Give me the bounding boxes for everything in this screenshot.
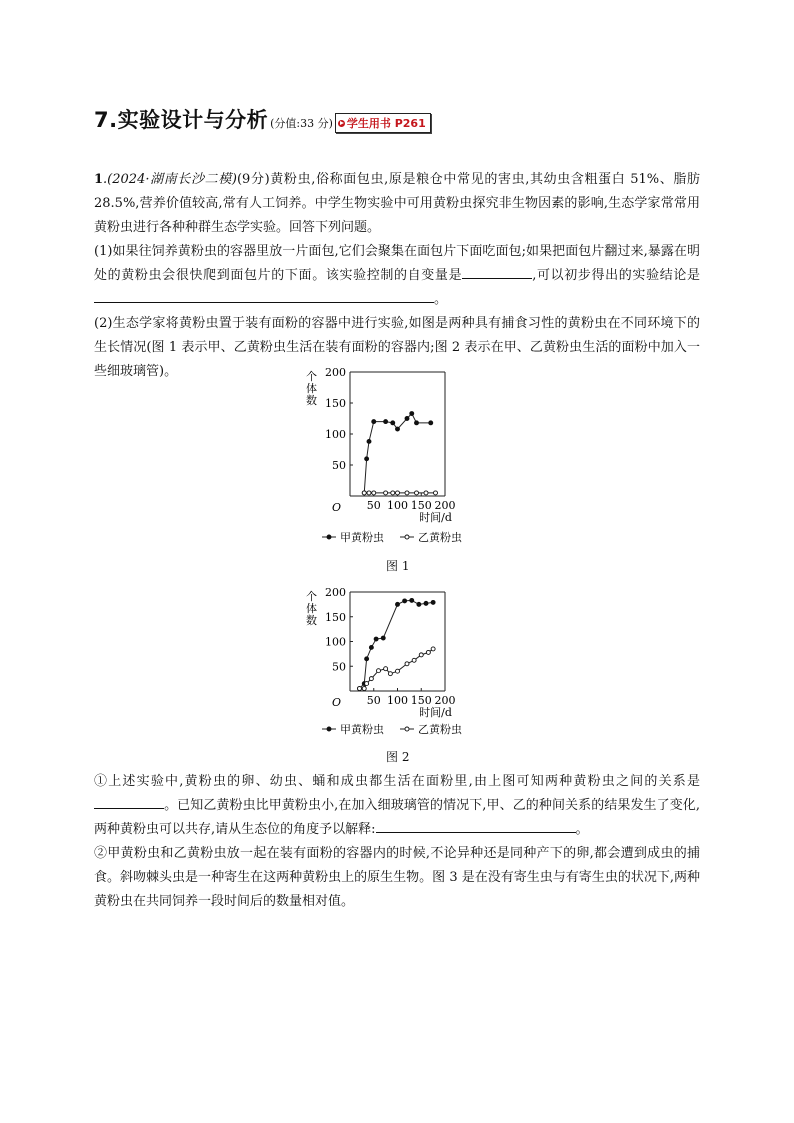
chart1-data-point bbox=[362, 491, 366, 495]
student-book-reference[interactable] bbox=[335, 113, 431, 133]
chart2-data-point bbox=[374, 637, 378, 641]
chart2-legend-marker bbox=[327, 727, 331, 731]
sub-1-text-b: 。已知乙黄粉虫比甲黄粉虫小,在加入细玻璃管的情况下,甲、乙的种间关系的结果发生了变化,两种黄粉虫可以共存,请从生态位的角度予以解释: bbox=[94, 798, 700, 837]
chart2-y-tick-label: 50 bbox=[332, 660, 346, 674]
chart1-legend-marker bbox=[327, 535, 331, 539]
chart2-y-tick-label: 200 bbox=[325, 586, 346, 599]
figure-1-chart bbox=[300, 362, 500, 552]
answer-blank-niche[interactable] bbox=[376, 818, 576, 833]
chart2-series-line-1 bbox=[360, 600, 434, 688]
chart1-data-point bbox=[429, 421, 433, 425]
chart1-legend-marker bbox=[405, 535, 409, 539]
chart2-legend-label: 甲黄粉虫 bbox=[340, 723, 384, 736]
chart1-data-point bbox=[396, 491, 400, 495]
chart1-data-point bbox=[396, 427, 400, 431]
chart2-data-point bbox=[405, 662, 409, 666]
chart2-data-point bbox=[396, 602, 400, 606]
figure-1-caption: 图 1 bbox=[386, 559, 410, 573]
chart2-data-point bbox=[381, 636, 385, 640]
chart2-data-point bbox=[377, 669, 381, 673]
chart2-data-point bbox=[426, 650, 430, 654]
chart1-series-line-1 bbox=[364, 414, 431, 493]
chart1-data-point bbox=[367, 491, 371, 495]
chart1-y-tick-label: 200 bbox=[325, 366, 346, 379]
chart2-data-point bbox=[358, 687, 362, 691]
part-1-end: 。 bbox=[434, 292, 448, 307]
chart2-data-point bbox=[362, 687, 366, 691]
chart1-data-point bbox=[384, 491, 388, 495]
chart1-data-point bbox=[384, 420, 388, 424]
chart1-data-point bbox=[410, 412, 414, 416]
part-1-text-a: (1)如果往饲养黄粉虫的容器里放一片面包,它们会聚集在面包片下面吃面包;如果把面包片翻过来,暴露在明处的黄粉虫会很快爬到面包片的下面。该实验控制的自变量是 bbox=[94, 244, 700, 283]
chart2-data-point bbox=[396, 669, 400, 673]
chart1-y-tick-label: 100 bbox=[325, 428, 346, 441]
chart2-data-point bbox=[403, 599, 407, 603]
figure-2-caption: 图 2 bbox=[386, 750, 410, 764]
chart2-x-tick-label: 100 bbox=[387, 694, 408, 707]
answer-blank-variable[interactable] bbox=[462, 264, 532, 279]
sub-1-text-a: ①上述实验中,黄粉虫的卵、幼虫、蛹和成虫都生活在面粉里,由上图可知两种黄粉虫之间的关系是 bbox=[94, 774, 700, 789]
question-number: 1 bbox=[94, 172, 104, 187]
chart1-x-tick-label: 50 bbox=[366, 499, 381, 512]
chart1-data-point bbox=[372, 491, 376, 495]
chart2-y-tick-label: 150 bbox=[325, 610, 346, 624]
chart2-x-axis-label: 时间/d bbox=[419, 706, 452, 719]
chart2-legend-marker bbox=[405, 727, 409, 731]
chart1-data-point bbox=[415, 421, 419, 425]
section-title: 7.实验设计与分析 bbox=[94, 108, 269, 132]
arrow-right-icon bbox=[338, 120, 345, 127]
chart2-data-point bbox=[384, 667, 388, 671]
chart1-y-axis-label: 个体数 bbox=[306, 370, 317, 407]
chart2-data-point bbox=[369, 645, 373, 649]
question-intro-text: (9分)黄粉虫,俗称面包虫,原是粮仓中常见的害虫,其幼虫含粗蛋白 51%、脂肪 28.5%,营养价值较高,常有人工饲养。中学生物实验中可用黄粉虫探究非生物因素的影响,生态学家常常用黄粉虫进行各种种群生态学实验。回答下列问题。 bbox=[94, 172, 700, 235]
chart2-x-tick-label: 150 bbox=[410, 694, 432, 707]
chart2-data-point bbox=[419, 653, 423, 657]
chart2-y-tick-label: 100 bbox=[325, 635, 346, 649]
chart1-data-point bbox=[424, 491, 428, 495]
chart2-data-point bbox=[369, 677, 373, 681]
chart1-origin-label: O bbox=[332, 501, 342, 514]
chart1-data-point bbox=[372, 420, 376, 424]
question-source: .(2024·湖南长沙二模) bbox=[103, 172, 237, 187]
part-1 bbox=[94, 240, 700, 312]
chart2-data-point bbox=[410, 598, 414, 602]
sub-question-1 bbox=[94, 770, 700, 842]
chart1-legend-label: 乙黄粉虫 bbox=[418, 531, 462, 544]
chart1-x-tick-label: 150 bbox=[410, 499, 432, 512]
chart1-data-point bbox=[405, 417, 409, 421]
chart1-data-point bbox=[415, 491, 419, 495]
chart1-y-tick-label: 150 bbox=[325, 397, 346, 410]
reference-label: 学生用书 P261 bbox=[346, 117, 426, 130]
answer-blank-relationship[interactable] bbox=[94, 794, 164, 809]
chart1-x-tick-label: 200 bbox=[434, 499, 456, 512]
chart1-data-point bbox=[434, 491, 438, 495]
chart2-data-point bbox=[388, 672, 392, 676]
chart1-data-point bbox=[391, 421, 395, 425]
chart2-data-point bbox=[365, 682, 369, 686]
question-text-bottom bbox=[94, 770, 700, 914]
part-1-text-b: ,可以初步得出的实验结论是 bbox=[532, 268, 700, 283]
chart1-data-point bbox=[405, 491, 409, 495]
section-heading bbox=[94, 104, 431, 134]
chart1-x-axis-label: 时间/d bbox=[419, 511, 452, 524]
chart2-data-point bbox=[417, 602, 421, 606]
chart1-x-tick-label: 100 bbox=[387, 499, 408, 512]
chart1-y-tick-label: 50 bbox=[332, 459, 346, 472]
chart2-data-point bbox=[424, 601, 428, 605]
chart2-data-point bbox=[365, 657, 369, 661]
figure-2-chart bbox=[300, 584, 500, 744]
chart2-x-tick-label: 200 bbox=[434, 694, 456, 707]
question-intro bbox=[94, 168, 700, 240]
chart2-data-point bbox=[412, 658, 416, 662]
answer-blank-conclusion[interactable] bbox=[94, 288, 434, 303]
sub-1-end: 。 bbox=[575, 822, 589, 837]
chart1-data-point bbox=[391, 491, 395, 495]
question-text-top bbox=[94, 168, 700, 384]
chart2-legend-label: 乙黄粉虫 bbox=[418, 723, 462, 736]
section-score: (分值:33 分) bbox=[270, 117, 333, 130]
chart1-data-point bbox=[365, 457, 369, 461]
chart1-legend-label: 甲黄粉虫 bbox=[340, 531, 384, 544]
sub-question-2: ②甲黄粉虫和乙黄粉虫放一起在装有面粉的容器内的时候,不论异种还是同种产下的卵,都会遭到成虫的捕食。斜吻棘头虫是一种寄生在这两种黄粉虫上的原生生物。图 3 是在没有寄生虫与有寄生虫的状况下,两种黄粉虫在共同饲养一段时间后的数量相对值。 bbox=[94, 846, 700, 909]
chart2-data-point bbox=[431, 600, 435, 604]
chart2-x-tick-label: 50 bbox=[366, 694, 381, 707]
chart2-origin-label: O bbox=[332, 696, 342, 709]
part-2: (2)生态学家将黄粉虫置于装有面粉的容器中进行实验,如图是两种具有捕食习性的黄粉虫在不同环境下的生长情况(图 1 表示甲、乙黄粉虫生活在装有面粉的容器内;图 2 表示在甲、乙黄粉虫生活的面粉中加入一些细玻璃管)。 bbox=[94, 316, 700, 379]
chart2-data-point bbox=[431, 647, 435, 651]
chart2-y-axis-label: 个体数 bbox=[306, 590, 317, 627]
chart1-data-point bbox=[367, 439, 371, 443]
